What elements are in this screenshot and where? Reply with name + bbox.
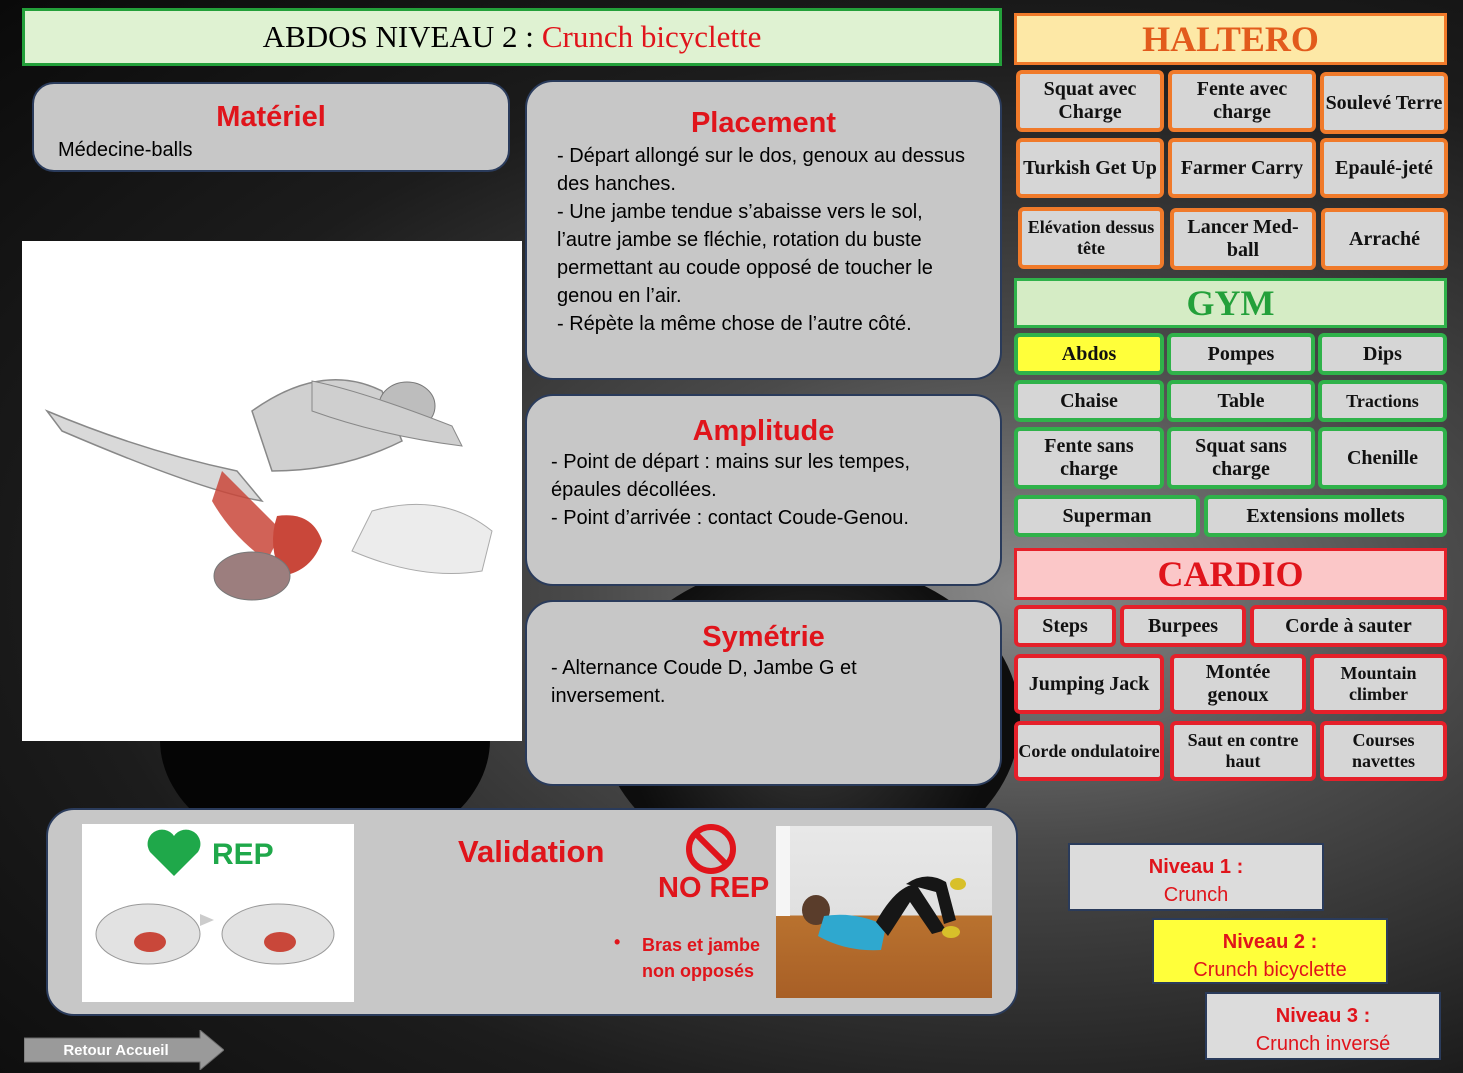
norep-person [776, 826, 992, 998]
btn-epaule-jete[interactable]: Epaulé-jeté [1320, 138, 1448, 198]
symetrie-line: - Alternance Coude D, Jambe G et inversement. [551, 657, 857, 707]
symetrie-title: Symétrie [702, 621, 825, 653]
haltero-header: HALTERO [1014, 13, 1447, 65]
btn-pompes[interactable]: Pompes [1167, 333, 1315, 375]
rep-example [82, 824, 354, 1002]
materiel-text: Médecine-balls [58, 139, 193, 161]
cardio-header: CARDIO [1014, 548, 1447, 600]
norep-bullet: Bras et jambe non opposés [642, 935, 761, 981]
level-1-button[interactable] [1068, 843, 1324, 911]
btn-dips[interactable]: Dips [1318, 333, 1447, 375]
back-home-button[interactable] [24, 1030, 224, 1070]
btn-saut-en-contre-haut[interactable]: Saut en contre haut [1170, 721, 1316, 781]
placement-line: - Répète la même chose de l’autre côté. [557, 313, 912, 335]
materiel-title: Matériel [216, 101, 326, 133]
level-3-name: Crunch inversé [1255, 1033, 1391, 1055]
btn-fente-avec-charge[interactable]: Fente avec charge [1168, 70, 1316, 132]
amplitude-line: - Point d’arrivée : contact Coude-Genou. [551, 507, 909, 529]
btn-elevation-dessus-tete[interactable]: Elévation dessus tête [1018, 207, 1164, 269]
exercise-illustration [22, 241, 522, 741]
btn-lancer-med-ball[interactable]: Lancer Med-ball [1170, 208, 1316, 270]
btn-corde-ondulatoire[interactable]: Corde ondulatoire [1014, 721, 1164, 781]
btn-superman[interactable]: Superman [1014, 495, 1200, 537]
rep-figures [88, 884, 348, 994]
title-prefix: ABDOS NIVEAU 2 : [262, 19, 534, 54]
norep-bullet-dot: • [614, 932, 621, 952]
heart-icon [144, 828, 204, 878]
page-title [22, 8, 1002, 66]
placement-line: - Une jambe tendue s’abaisse vers le sol, l’autre jambe se fléchie, rotation du buste permettant au coude opposé de toucher le genou en l’air. [557, 201, 933, 307]
level-2-label: Niveau 2 : [1222, 931, 1318, 953]
btn-steps[interactable]: Steps [1014, 605, 1116, 647]
placement-line: - Départ allongé sur le dos, genoux au dessus des hanches. [557, 145, 966, 195]
rep-label: REP [212, 838, 274, 871]
btn-chenille[interactable]: Chenille [1318, 427, 1447, 489]
btn-souleve-terre[interactable]: Soulevé Terre [1320, 72, 1448, 134]
placement-title: Placement [690, 107, 837, 139]
btn-corde-a-sauter[interactable]: Corde à sauter [1250, 605, 1447, 647]
back-home-label: Retour Accueil [63, 1041, 169, 1059]
btn-squat-avec-charge[interactable]: Squat avec Charge [1016, 70, 1164, 132]
btn-turkish-get-up[interactable]: Turkish Get Up [1016, 138, 1164, 198]
title-exercise: Crunch bicyclette [541, 19, 762, 54]
level-1-label: Niveau 1 : [1148, 856, 1244, 878]
amplitude-line: - Point de départ : mains sur les tempes, épaules décollées. [551, 451, 911, 501]
amplitude-title: Amplitude [692, 415, 835, 447]
btn-chaise[interactable]: Chaise [1014, 380, 1164, 422]
btn-table[interactable]: Table [1167, 380, 1315, 422]
norep-photo [776, 826, 992, 998]
btn-jumping-jack[interactable]: Jumping Jack [1014, 654, 1164, 714]
gym-header: GYM [1014, 278, 1447, 328]
level-2-button[interactable] [1152, 918, 1388, 984]
bicycle-crunch-figure [22, 241, 522, 741]
btn-fente-sans-charge[interactable]: Fente sans charge [1014, 427, 1164, 489]
level-1-name: Crunch [1163, 884, 1229, 906]
level-2-name: Crunch bicyclette [1193, 959, 1347, 981]
btn-arrache[interactable]: Arraché [1321, 208, 1448, 270]
btn-courses-navettes[interactable]: Courses navettes [1320, 721, 1447, 781]
btn-abdos[interactable]: Abdos [1014, 333, 1164, 375]
btn-farmer-carry[interactable]: Farmer Carry [1168, 138, 1316, 198]
placement-card [525, 80, 1002, 380]
btn-extensions-mollets[interactable]: Extensions mollets [1204, 495, 1447, 537]
symetrie-card [525, 600, 1002, 786]
norep-label: NO REP [658, 872, 770, 904]
amplitude-card [525, 394, 1002, 586]
materiel-card [32, 82, 510, 172]
validation-panel [46, 808, 1018, 1016]
btn-montee-genoux[interactable]: Montée genoux [1170, 654, 1306, 714]
validation-title: Validation [458, 834, 605, 869]
btn-burpees[interactable]: Burpees [1120, 605, 1246, 647]
btn-squat-sans-charge[interactable]: Squat sans charge [1167, 427, 1315, 489]
btn-mountain-climber[interactable]: Mountain climber [1310, 654, 1447, 714]
forbidden-icon [684, 822, 738, 876]
level-3-label: Niveau 3 : [1275, 1005, 1371, 1027]
btn-tractions[interactable]: Tractions [1318, 380, 1447, 422]
level-3-button[interactable] [1205, 992, 1441, 1060]
